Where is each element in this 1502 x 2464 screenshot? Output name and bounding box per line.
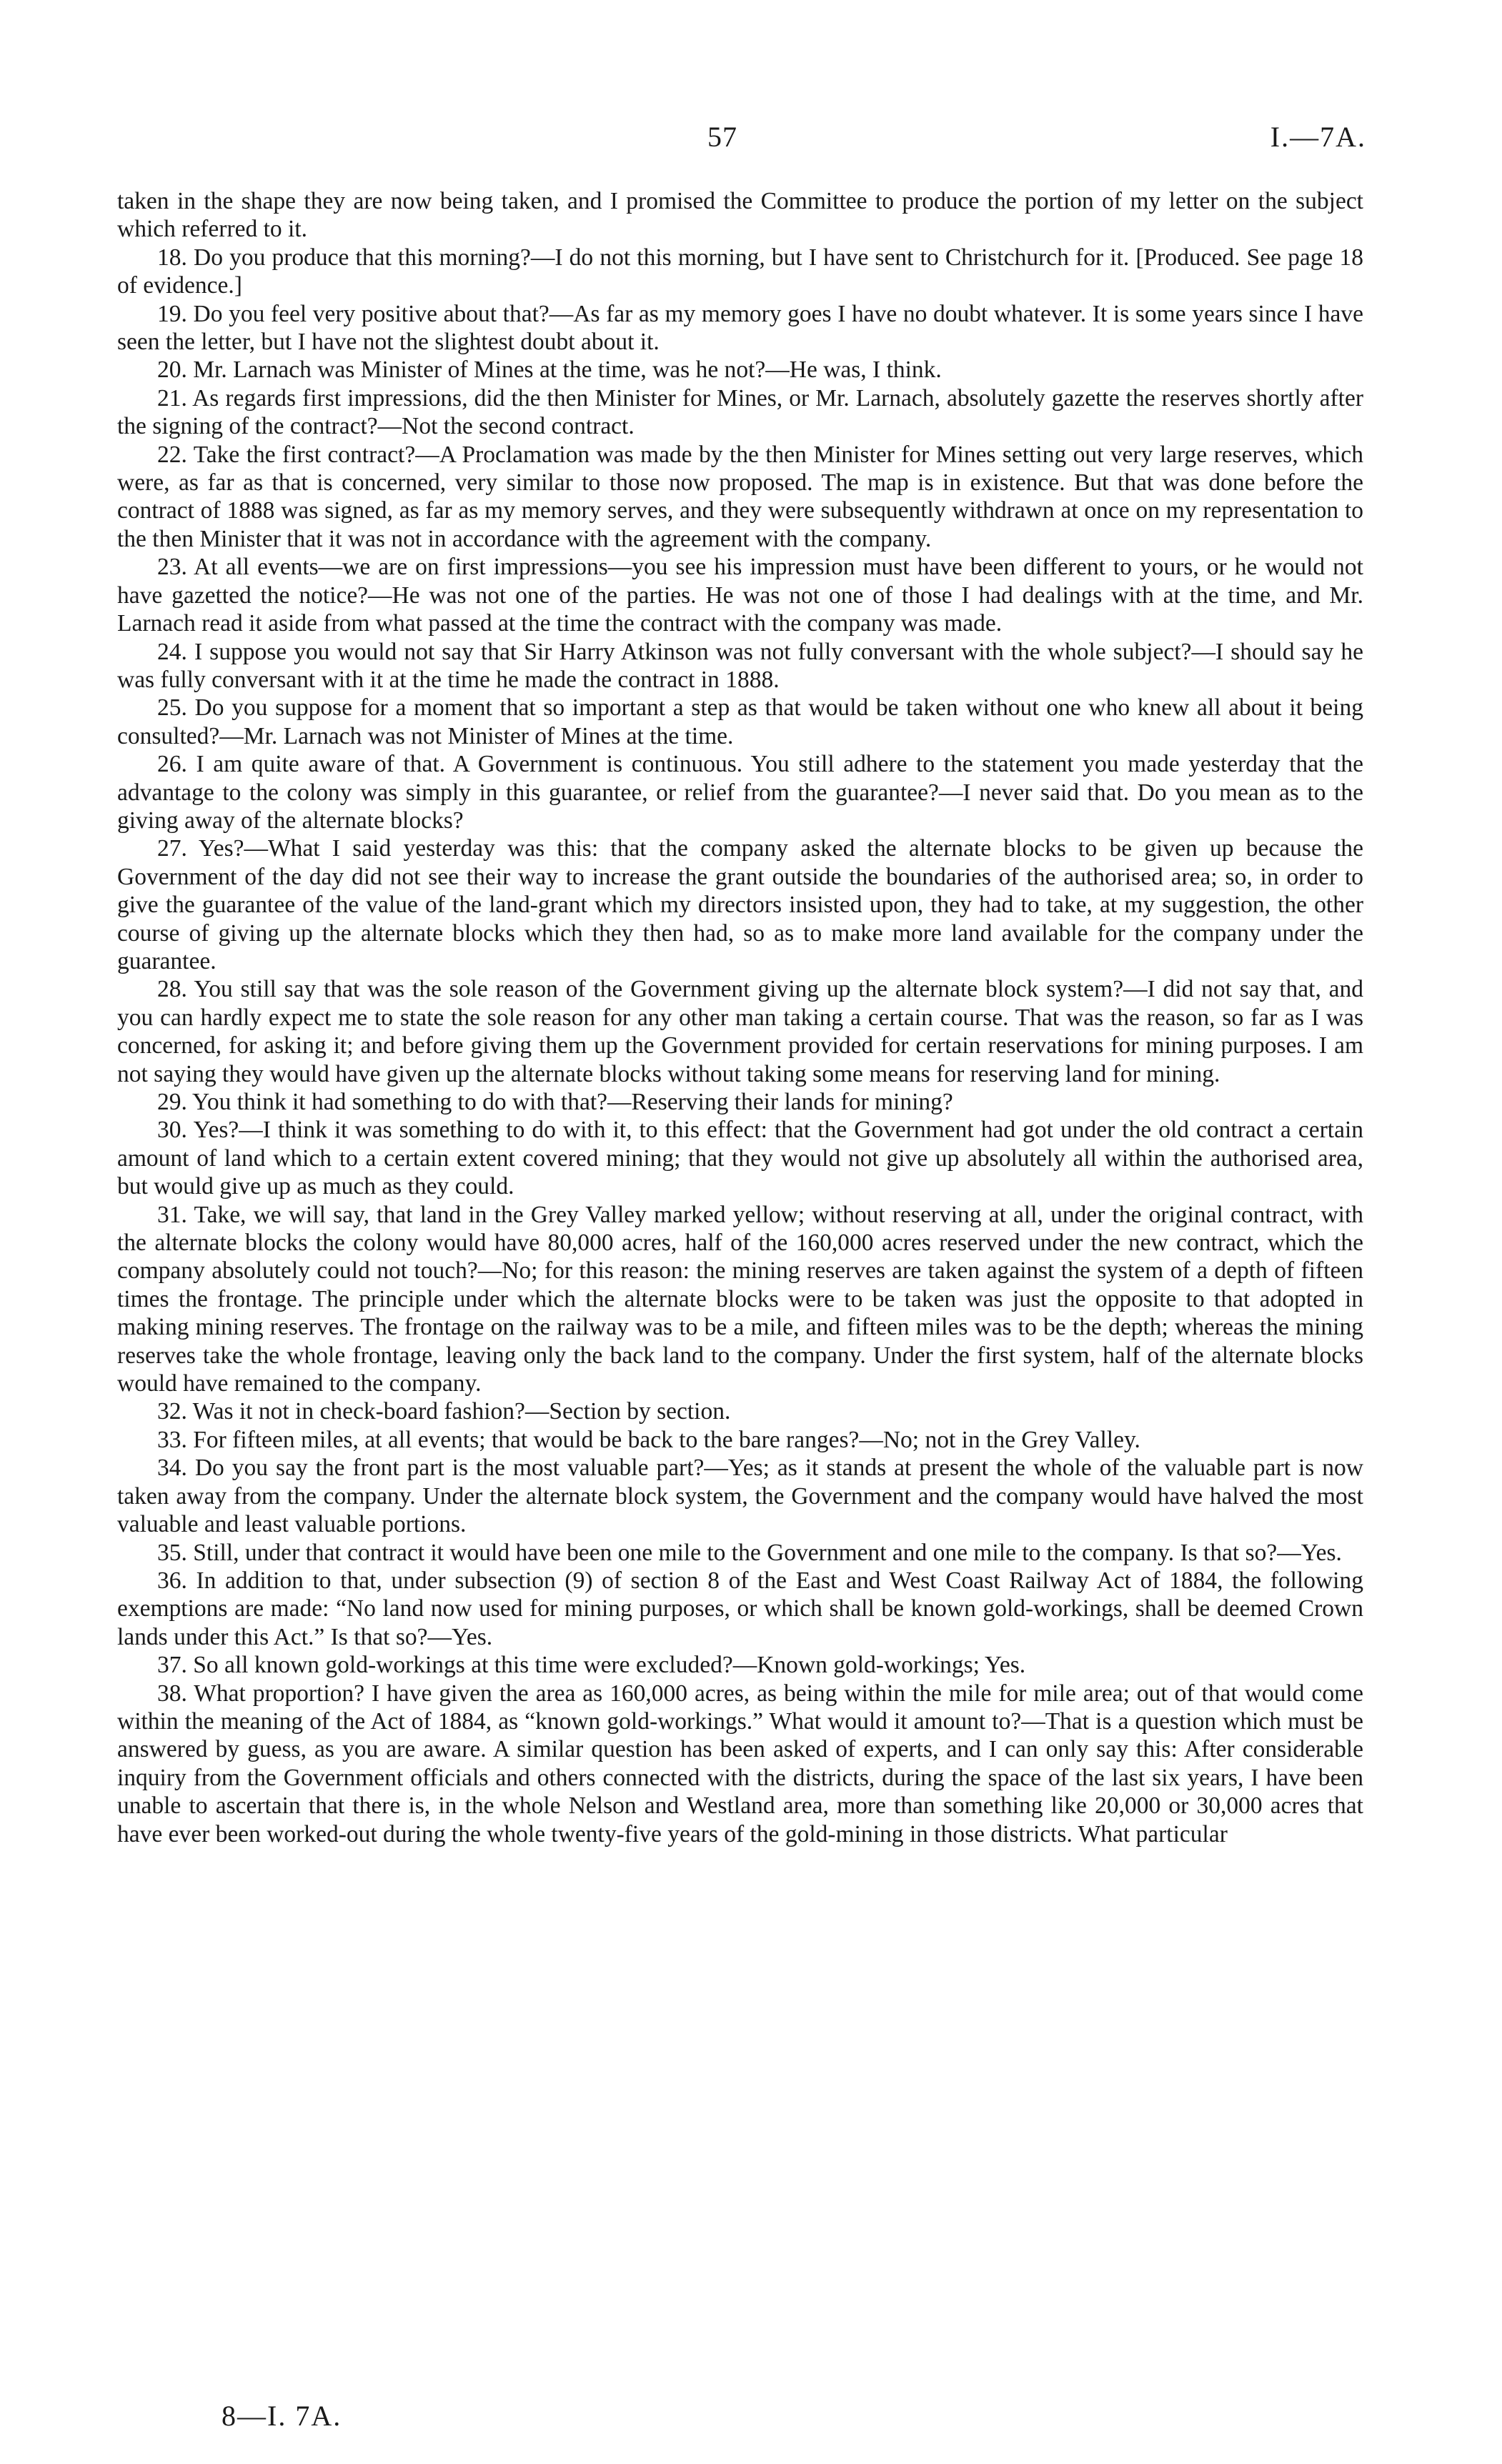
question-36: 36. In addition to that, under subsection (9) of section 8 of the East and West Coast Railway Act of 1884, the following exemptions are made: “No land now used for mining purposes, or which shall be known gold-workings, shall be deemed Crown lands under this Act.” Is that so?—Yes.	[117, 1567, 1363, 1650]
question-25: 25. Do you suppose for a moment that so important a step as that would be taken without one who knew all about it being consulted?—Mr. Larnach was not Minister of Mines at the time.	[117, 694, 1363, 749]
question-35: 35. Still, under that contract it would have been one mile to the Government and one mile to the company. Is that so?—Yes.	[157, 1539, 1342, 1566]
question-30: 30. Yes?—I think it was something to do with it, to this effect: that the Government had got under the old contract a certain amount of land which to a certain extent covered mining; that they would not give up absolutely all within the authorised area, but would give up as much as they could.	[117, 1117, 1363, 1200]
question-21: 21. As regards first impressions, did the then Minister for Mines, or Mr. Larnach, absolutely gazette the reserves shortly after the signing of the contract?—Not the second contract.	[117, 384, 1363, 440]
page-signature: 8—I. 7A.	[222, 2400, 342, 2432]
question-32: 32. Was it not in check-board fashion?—Section by section.	[157, 1398, 731, 1425]
question-24: 24. I suppose you would not say that Sir Harry Atkinson was not fully conversant with the whole subject?—I should say he was fully conversant with it at the time he made the contract in 1888.	[117, 638, 1363, 693]
page-number: 57	[707, 121, 737, 153]
question-37: 37. So all known gold-workings at this time were excluded?—Known gold-workings; Yes.	[157, 1652, 1026, 1679]
document-reference: I.—7A.	[1270, 121, 1366, 153]
question-31: 31. Take, we will say, that land in the Grey Valley marked yellow; without reserving at all, under the original contract, with the alternate blocks the colony would have 80,000 acres, half of the 160,000 acres reserved under the new contract, which the company absolutely could not touch?—No; for this reason: the mining reserves are taken against the system of a depth of fifteen times the frontage. The principle under which the alternate blocks were to be taken was just the opposite to that adopted in making mining reserves. The frontage on the railway was to be a mile, and fifteen miles was to be the depth; whereas the mining reserves take the whole frontage, leaving only the back land to the company. Under the first system, half of the alternate blocks would have remained to the company.	[117, 1201, 1363, 1397]
question-29: 29. You think it had something to do with that?—Reserving their lands for mining?	[157, 1089, 953, 1115]
question-26: 26. I am quite aware of that. A Government is continuous. You still adhere to the statement you made yesterday that the advantage to the colony was simply in this guarantee, or relief from the guarantee?—I never said that. Do you mean as to the giving away of the alternate blocks?	[117, 751, 1363, 834]
question-27: 27. Yes?—What I said yesterday was this: that the company asked the alternate blocks to be given up because the Government of the day did not see their way to increase the grant outside the boundaries of the authorised area; so, in order to give the guarantee of the value of the land-grant which my directors insisted upon, they had to take, at my suggestion, the other course of giving up the alternate blocks which they then had, so as to make more land available for the company under the guarantee.	[117, 835, 1363, 974]
question-22: 22. Take the first contract?—A Proclamation was made by the then Minister for Mines setting out very large reserves, which were, as far as that is concerned, very similar to those now proposed. The map is in existence. But that was done before the contract of 1888 was signed, as far as my memory serves, and they were subsequently withdrawn at once on my representation to the then Minister that it was not in accordance with the agreement with the company.	[117, 441, 1363, 552]
question-18: 18. Do you produce that this morning?—I do not this morning, but I have sent to Christchurch for it. [Produced. See page 18 of evidence.]	[117, 244, 1363, 299]
question-19: 19. Do you feel very positive about that?—As far as my memory goes I have no doubt whatever. It is some years since I have seen the letter, but I have not the slightest doubt about it.	[117, 300, 1363, 356]
question-20: 20. Mr. Larnach was Minister of Mines at the time, was he not?—He was, I think.	[157, 356, 942, 384]
question-34: 34. Do you say the front part is the most valuable part?—Yes; as it stands at present the whole of the valuable part is now taken away from the company. Under the alternate block system, the Government and the company would have halved the most valuable and least valuable portions.	[117, 1455, 1363, 1538]
body-text	[117, 187, 1363, 1848]
question-23: 23. At all events—we are on first impressions—you see his impression must have been different to yours, or he would not have gazetted the notice?—He was not one of the parties. He was not one of those I had dealings with at the time, and Mr. Larnach read it aside from what passed at the time the contract with the company was made.	[117, 554, 1363, 637]
question-28: 28. You still say that was the sole reason of the Government giving up the alternate block system?—I did not say that, and you can hardly expect me to state the sole reason for any other man taking a certain course. That was the reason, so far as I was concerned, for asking it; and before giving them up the Government provided for certain reservations for mining purposes. I am not saying they would have given up the alternate blocks without taking some means for reserving land for mining.	[117, 976, 1363, 1087]
question-38: 38. What proportion? I have given the area as 160,000 acres, as being within the mile for mile area; out of that would come within the meaning of the Act of 1884, as “known gold-workings.” What would it amount to?—That is a question which must be answered by guess, as you are aware. A similar question has been asked of experts, and I can only say this: After considerable inquiry from the Government officials and others connected with the districts, during the space of the last six years, I have been unable to ascertain that there is, in the whole Nelson and Westland area, more than something like 20,000 or 30,000 acres that have ever been worked-out during the whole twenty-five years of the gold-mining in those districts. What particular	[117, 1680, 1363, 1847]
paragraph-continuation: taken in the shape they are now being taken, and I promised the Committee to produce the portion of my letter on the subject which referred to it.	[117, 188, 1363, 243]
question-33: 33. For fifteen miles, at all events; that would be back to the bare ranges?—No; not in the Grey Valley.	[157, 1426, 1140, 1453]
